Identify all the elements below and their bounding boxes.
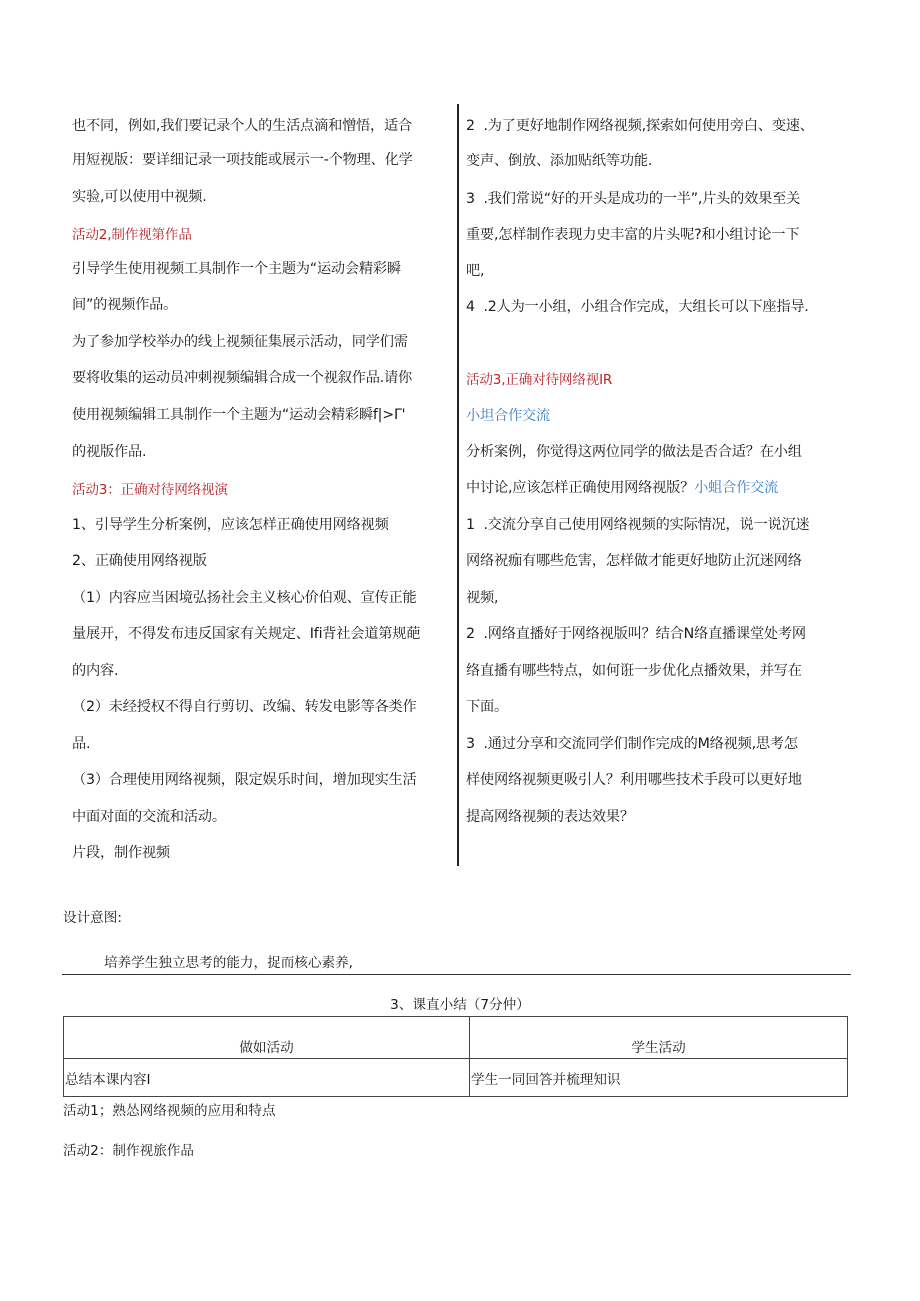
body-text-line: 络直播有哪些特点，如何诳一步优化点播效果，并写在 xyxy=(466,663,802,679)
table-cell: 学生一同回答并梳理知识 xyxy=(470,1059,848,1097)
body-text-line: 下面。 xyxy=(466,699,508,715)
table-header-student-activity: 学生活动 xyxy=(470,1017,848,1059)
body-text-line: 引导学生使用视频工具制作一个主题为“运动会精彩瞬 xyxy=(72,261,401,277)
summary-table xyxy=(63,1016,848,1097)
list-item: 3 .通过分享和交流同学们制作完成的M络视频,思考怎 xyxy=(466,736,798,752)
table-row xyxy=(64,1059,848,1097)
body-text-line: 使用视频编辑工具制作一个主题为“运动会精彩瞬f|>Γ' xyxy=(72,407,406,423)
body-text-line: 变声、倒放、添加贴纸等功能. xyxy=(466,153,653,169)
body-text-line: 重要,怎样制作表现力史丰富的片头呢?和小组讨论一下 xyxy=(466,227,800,243)
body-text-line: 视频, xyxy=(466,590,499,606)
body-text-line: 片段，制作视频 xyxy=(72,845,170,861)
activity-3-heading: 活动3,正确对待网络视IR xyxy=(466,372,613,388)
list-item: 4 .2人为一小组，小组合作完成，大组长可以下座指导. xyxy=(466,299,809,315)
body-text-line: （1）内容应当困境弘扬社会主义核心价伯观、宣传正能 xyxy=(72,590,417,606)
body-text-line: 实验,可以使用中视频. xyxy=(72,189,207,205)
body-text-line: 为了参加学校举办的线上视频征集展示活动，同学们需 xyxy=(72,334,408,350)
body-text-line: 分析案例，你觉得这两位同学的做法是否合适？在小组 xyxy=(466,444,802,460)
body-text-line: 也不同，例如,我们要记录个人的生活点滴和憎悟，适合 xyxy=(72,118,413,134)
list-item: 1 .交流分享自己使用网络视频的实际情况，说一说沉迷 xyxy=(466,517,810,533)
body-text-line: 提高网络视频的表达效果？ xyxy=(466,809,634,825)
body-text-line: 网络祝痂有哪些危害，怎样做才能更好地防止沉迷网络 xyxy=(466,553,802,569)
body-text-line: 吧, xyxy=(466,263,485,279)
body-text-line: 品. xyxy=(72,736,91,752)
body-text-line: （2）未经授权不得自行剪切、改编、转发电影等各类作 xyxy=(72,699,417,715)
body-text-line: 中面对面的交流和活动。 xyxy=(72,809,226,825)
body-text-line: 间”的视频作品。 xyxy=(72,297,178,313)
horizontal-rule xyxy=(62,974,851,975)
activity-2-summary: 活动2：制作视旅作品 xyxy=(63,1143,194,1159)
column-divider xyxy=(457,104,459,866)
table-header-teacher-activity: 做如活动 xyxy=(64,1017,470,1059)
list-item: 3 .我们常说“好的开头是成功的一半”,片头的效果至关 xyxy=(466,191,801,207)
list-item: 2 .为了更好地制作网络视频,探索如何使用旁白、变速、 xyxy=(466,118,814,134)
activity-2-heading: 活动2,制作视第作品 xyxy=(72,227,192,243)
design-intent-label: 设计意图: xyxy=(63,910,122,926)
body-text-line: 的视版作品. xyxy=(72,444,147,460)
table-header-row xyxy=(64,1017,848,1059)
summary-section-title: 3、课直小结（7分仲） xyxy=(390,997,530,1013)
body-text-line: （3）合理使用网络视频，限定娱乐时间，增加现实生活 xyxy=(72,772,417,788)
body-text-span: 中讨论,应该怎样正确使用网络视版？ xyxy=(466,480,695,496)
group-discussion-label: 小坦合作交流 xyxy=(466,408,550,424)
design-intent-body: 培养学生独立思考的能力，捉而核心素养, xyxy=(104,955,354,971)
list-item: 1、引导学生分析案例，应该怎样正确使用网络视频 xyxy=(72,517,389,533)
table-cell: 总结本课内容I xyxy=(64,1059,470,1097)
body-text-line: 的内容. xyxy=(72,663,119,679)
two-column-activity-section xyxy=(62,104,852,866)
list-item: 2 .网络直播好于网络视版叫？结合N络直播课堂处考网 xyxy=(466,626,806,642)
body-text-line: 量展开，不得发布违反国家有关规定、Ifi背社会道第规葩 xyxy=(72,626,421,642)
activity-1-summary: 活动1；熟怂网络视频的应用和特点 xyxy=(63,1103,276,1119)
body-text-line xyxy=(466,478,778,498)
body-text-line: 要将收集的运动员冲刺视频编辑合成一个视叙作品.请你 xyxy=(72,370,413,386)
body-text-line: 用短视版：要详细记录一项技能或展示一-个物理、化学 xyxy=(72,152,413,168)
list-item: 2、正确使用网络视版 xyxy=(72,553,207,569)
body-text-line: 样使网络视频更吸引人？利用哪些技术手段可以更好地 xyxy=(466,772,802,788)
group-discussion-label-inline: 小蛆合作交流 xyxy=(694,480,779,496)
activity-3-heading: 活动3：正确对待网络视演 xyxy=(72,482,228,498)
